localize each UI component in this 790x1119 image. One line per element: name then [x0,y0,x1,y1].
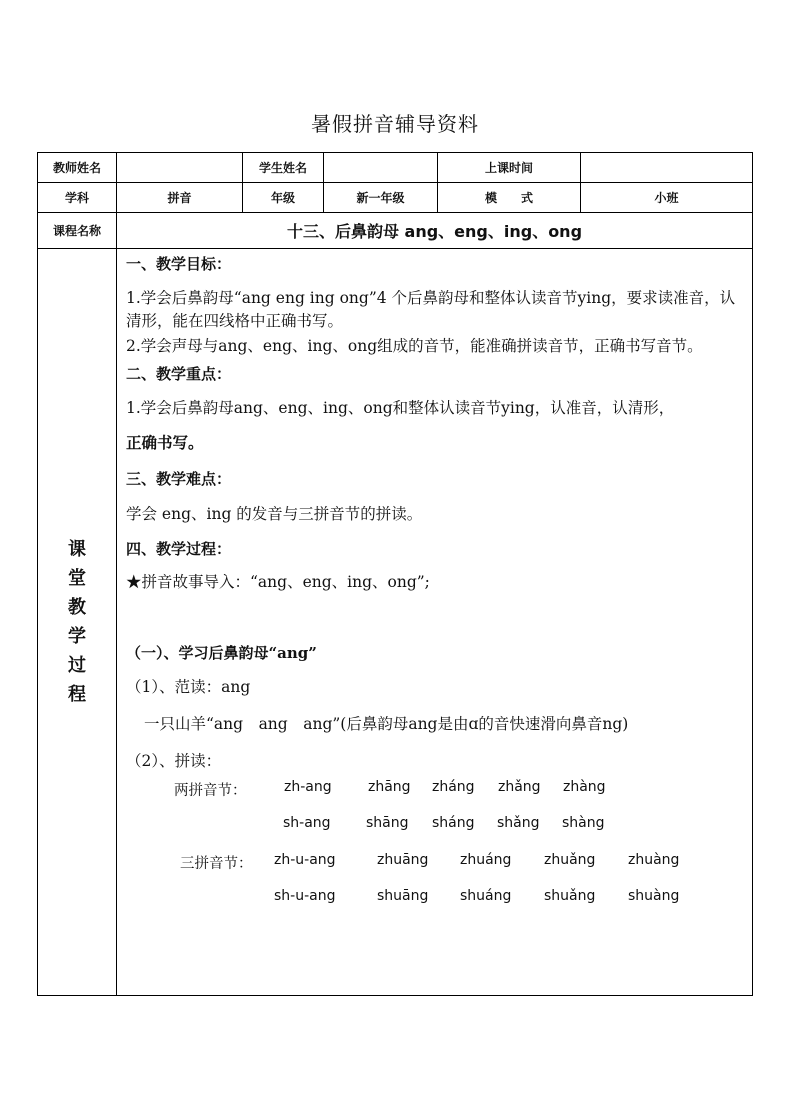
step-2: （2）、拼读： [126,752,222,770]
lesson-table [37,152,753,996]
syllable: zh-ang [284,779,332,795]
two-syllable-label: 两拼音节： [174,783,247,799]
syllable: zhuáng [460,852,512,868]
syllable: zháng [432,779,475,795]
mode-label: 模 式 [438,183,581,213]
course-value: 十三、后鼻韵母 ang、eng、ing、ong [117,213,753,249]
side-char: 学 [68,626,86,647]
side-char: 教 [68,597,86,618]
keypoint-1: 1.学会后鼻韵母ang、eng、ing、ong和整体认读音节ying，认准音，认清形， [126,399,675,417]
syllable: zh-u-ang [274,852,336,868]
teacher-value[interactable] [117,153,243,183]
three-syllable-label: 三拼音节： [180,856,253,872]
student-value[interactable] [324,153,438,183]
syllable: shuāng [377,888,429,904]
grade-value: 新一年级 [324,183,438,213]
time-value[interactable] [581,153,753,183]
objective-2: 2.学会声母与ang、eng、ing、ong组成的音节，能准确拼读音节，正确书写音节。 [126,337,703,355]
syllable: shuǎng [544,888,596,904]
syllable: shuàng [628,888,680,904]
time-label: 上课时间 [438,153,581,183]
syllable: shāng [366,815,409,831]
subsection-ang-title: （一）、学习后鼻韵母“ang” [126,644,317,662]
subject-value: 拼音 [117,183,243,213]
course-label: 课程名称 [38,213,117,249]
side-label [38,249,117,996]
side-char: 课 [68,539,86,560]
section-objectives-title: 一、教学目标： [126,255,232,273]
mode-value: 小班 [581,183,753,213]
side-char: 过 [68,655,86,676]
syllable: zhuāng [377,852,429,868]
section-process-title: 四、教学过程： [126,540,232,558]
student-label: 学生姓名 [243,153,324,183]
content-cell [117,249,753,996]
syllable: shuáng [460,888,512,904]
syllable: sháng [432,815,475,831]
syllable: sh-ang [283,815,331,831]
syllable: zhàng [563,779,606,795]
grade-label: 年级 [243,183,324,213]
section-difficulty-title: 三、教学难点： [126,470,232,488]
step-1: （1）、范读：ang [126,678,251,696]
syllable: zhǎng [498,779,541,795]
syllable: sh-u-ang [274,888,336,904]
step-1-text: 一只山羊“ang ang ang”(后鼻韵母ang是由ɑ的音快速滑向鼻音ng) [144,715,629,733]
document-title: 暑假拼音辅导资料 [311,112,479,136]
syllable-grid [126,779,746,929]
syllable: zhuǎng [544,852,596,868]
side-char: 程 [68,684,86,705]
objective-1: 1.学会后鼻韵母“ang eng ing ong”4 个后鼻韵母和整体认读音节ying，要求读准音，认清形，能在四线格中正确书写。 [126,289,736,330]
teacher-label: 教师姓名 [38,153,117,183]
syllable: zhuàng [628,852,680,868]
syllable: zhāng [368,779,411,795]
syllable: shǎng [497,815,540,831]
section-keypoints-title: 二、教学重点： [126,365,232,383]
difficulty-1: 学会 eng、ing 的发音与三拼音节的拼读。 [126,505,423,523]
side-char: 堂 [68,568,86,589]
story-intro: ★拼音故事导入：“ang、eng、ing、ong”; [126,573,430,591]
syllable: shàng [562,815,605,831]
keypoint-1-cont: 正确书写。 [126,433,204,452]
subject-label: 学科 [38,183,117,213]
